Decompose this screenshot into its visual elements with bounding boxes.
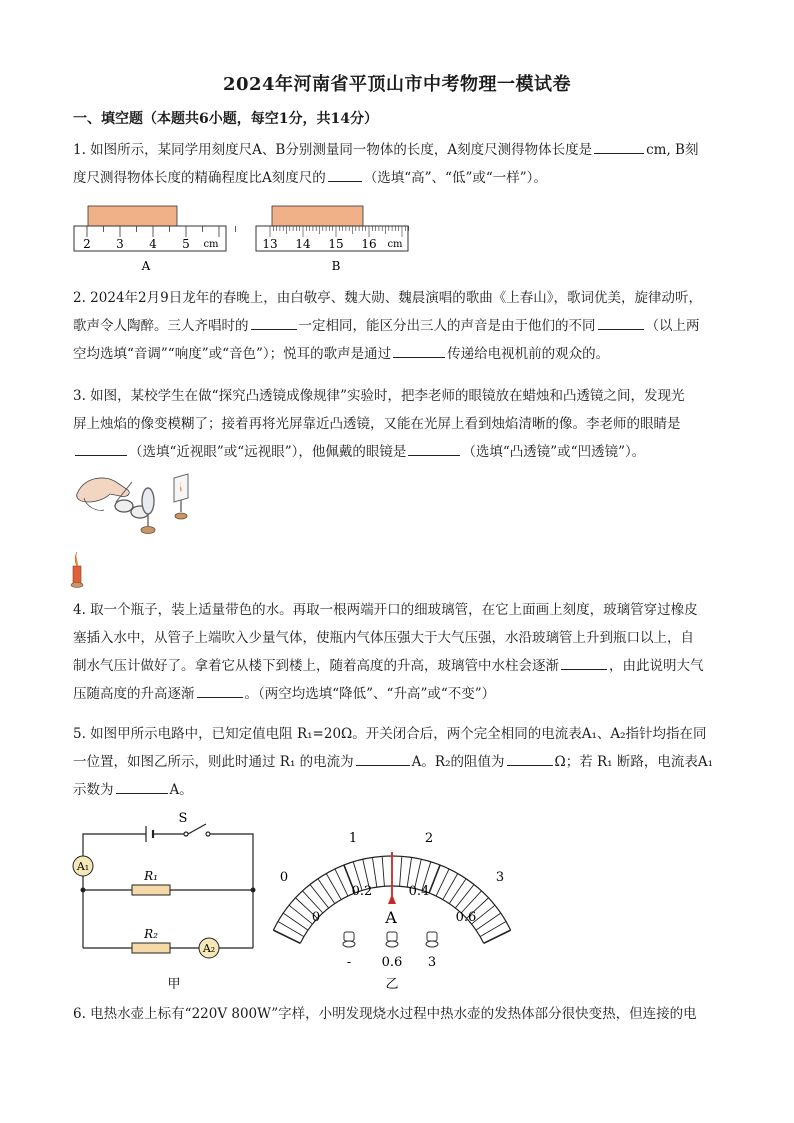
dial-tick <box>318 879 335 904</box>
q4-text: ，由此说明大气 <box>609 658 704 674</box>
circuit-diagram <box>66 810 276 990</box>
terminal-label: - <box>346 955 352 970</box>
ruler-a-unit: cm <box>203 239 219 250</box>
switch-blade <box>188 824 206 834</box>
ruler-b-unit: cm <box>387 239 403 250</box>
q2-text: 一定相同，能区分出三人的声音是由于他们的不同 <box>298 318 596 334</box>
q2-text: 歌声令人陶醉。三人齐唱时的 <box>73 318 249 334</box>
q5-text: A。R₂的阻值为 <box>411 754 505 770</box>
junction-node <box>81 888 86 893</box>
q4-text: 压随高度的升高逐渐 <box>73 686 195 702</box>
switch-label: S <box>178 811 188 826</box>
dial-bottom-label: 0.4 <box>408 884 430 899</box>
question-1 <box>73 136 733 192</box>
answer-blank[interactable] <box>598 315 644 330</box>
q3-text: 3. 如图，某校学生在做“探究凸透镜成像规律”实验时，把李老师的眼镜放在蜡烛和凸透镜之间，发现光 <box>73 388 685 404</box>
answer-blank[interactable] <box>116 779 168 794</box>
dial-top-label: 1 <box>348 831 358 846</box>
question-2 <box>73 284 733 368</box>
question-6 <box>73 1000 733 1028</box>
section-title: 一、填空题（本题共6小题，每空1分，共14分） <box>73 111 378 127</box>
ruler-a-tick-label: 5 <box>182 237 190 251</box>
q3-text: （选填“近视眼”或“远视眼”），他佩戴的眼镜是 <box>129 444 407 460</box>
q2-text: 空均选填“音调”“响度”或“音色”）；悦耳的歌声是通过 <box>73 346 392 362</box>
answer-blank[interactable] <box>594 139 644 154</box>
measured-object <box>272 206 363 226</box>
measured-object <box>88 206 177 226</box>
terminal-icon <box>386 932 398 947</box>
q4-text: 塞插入水中，从管子上端吹入少量气体，使瓶内气体压强大于大气压强，水沿玻璃管上升到瓶口以上，自 <box>73 630 694 646</box>
q5-text: 一位置，如图乙所示，则此时通过 R₁ 的电流为 <box>73 754 354 770</box>
terminal-label: 3 <box>427 955 437 970</box>
dial-tick <box>372 857 376 887</box>
dial-tick <box>310 885 329 909</box>
q3-text: （选填“凸透镜”或“凹透镜”）。 <box>462 444 646 460</box>
answer-blank[interactable] <box>408 441 460 456</box>
page-title: 2024年河南省平顶山市中考物理一模试卷 <box>222 74 572 95</box>
dial-top-label: 3 <box>495 870 505 885</box>
q2-text: 2. 2024年2月9日龙年的春晚上，由白敬亭、魏大勋、魏晨演唱的歌曲《上春山》，歌词优美，旋律动听， <box>73 290 702 306</box>
terminal-icon <box>426 932 438 947</box>
ruler-b-tick-label: 15 <box>328 237 344 251</box>
question-5 <box>73 720 733 804</box>
dial-tick <box>455 885 474 909</box>
dial-top-label: 0 <box>279 870 289 885</box>
answer-blank[interactable] <box>251 315 297 330</box>
dial-tick <box>429 865 440 893</box>
q6-text: 6. 电热水壶上标有“220V 800W”字样，小明发现烧水过程中热水壶的发热体部分很快变热，但连接的电 <box>73 1006 697 1022</box>
dial-tick <box>407 857 411 887</box>
ruler-b-tick-label: 13 <box>262 237 278 251</box>
dial-caption: 乙 <box>385 977 399 992</box>
dial-tick <box>382 856 384 886</box>
q4-text: 。（两空均选填“降低”、“升高”或“不变”） <box>244 686 496 702</box>
answer-blank[interactable] <box>561 655 607 670</box>
ruler-a-tick-label: 4 <box>149 237 157 251</box>
candle-icon <box>71 552 83 588</box>
answer-blank[interactable] <box>356 751 410 766</box>
dial-tick <box>476 913 501 930</box>
ruler-b <box>256 206 409 273</box>
ammeter-needle-tip <box>388 894 396 904</box>
q4-text: 制水气压计做好了。拿着它从楼下到楼上，随着高度的升高，玻璃管中水柱会逐渐 <box>73 658 559 674</box>
dial-tick <box>283 913 308 930</box>
ruler-b-tick-label: 14 <box>295 237 311 251</box>
ammeter-a2-label: A₂ <box>202 942 216 955</box>
ruler-a-tick-label: 3 <box>116 237 124 251</box>
dial-bottom-label: 0.2 <box>351 884 373 899</box>
q1-text: 度尺测得物体长度的精确程度比A刻度尺的 <box>73 170 326 186</box>
q1-text: cm, B刻 <box>646 142 699 158</box>
q5-text: Ω；若 R₁ 断路，电流表A₁ <box>554 754 714 770</box>
ruler-b-tick-label: 16 <box>361 237 377 251</box>
circuit-caption: 甲 <box>167 977 181 990</box>
question-3 <box>73 382 733 466</box>
q5-text: 示数为 <box>73 782 114 798</box>
dial-tick <box>289 905 312 924</box>
terminal-icon <box>343 932 355 947</box>
dial-top-label: 2 <box>424 831 434 846</box>
answer-blank[interactable] <box>197 683 243 698</box>
answer-blank[interactable] <box>393 343 445 358</box>
hand-icon <box>77 478 130 502</box>
q2-text: （以上两 <box>645 318 700 334</box>
q1-text: （选填“高”、“低”或“一样”）。 <box>363 170 547 186</box>
q1-text: 1. 如图所示，某同学用刻度尺A、B分别测量同一物体的长度，A刻度尺测得物体长度是 <box>73 142 593 158</box>
dial-tick <box>449 879 466 904</box>
q4-text: 4. 取一个瓶子，装上适量带色的水。再取一根两端开口的细玻璃管，在它上面画上刻度，玻璃管穿过橡皮 <box>73 602 698 618</box>
optics-experiment-figure <box>70 468 220 588</box>
resistor-r2-label: R₂ <box>144 927 158 941</box>
ammeter-dial-figure <box>270 818 520 993</box>
junction-node <box>251 888 256 893</box>
answer-blank[interactable] <box>507 751 553 766</box>
resistor-r1-label: R₁ <box>144 869 158 883</box>
dial-unit: A <box>385 908 397 927</box>
ammeter-a1-label: A₁ <box>76 860 90 873</box>
q3-text: 屏上烛焰的像变模糊了；接着再将光屏靠近凸透镜，又能在光屏上看到烛焰清晰的像。李老师的眼睛是 <box>73 416 681 432</box>
dial-bottom-label: 0 <box>311 910 321 925</box>
light-screen-icon <box>174 474 188 519</box>
resistor-r2 <box>132 943 170 953</box>
dial-bottom-label: 0.6 <box>455 910 477 925</box>
q2-text: 传递给电视机前的观众的。 <box>447 346 610 362</box>
q5-text: 5. 如图甲所示电路中，已知定值电阻 R₁=20Ω。开关闭合后，两个完全相同的电流表A₁、A₂指针均指在同 <box>73 726 707 742</box>
ruler-figure <box>70 198 420 278</box>
dial-tick <box>400 856 402 886</box>
ruler-b-caption: B <box>331 259 341 273</box>
q5-text: A。 <box>169 782 193 798</box>
resistor-r1 <box>132 885 170 895</box>
answer-blank[interactable] <box>75 441 127 456</box>
ruler-a-tick-label: 2 <box>83 237 91 251</box>
ruler-a-caption: A <box>141 259 151 273</box>
question-4 <box>73 596 733 708</box>
ruler-a <box>74 206 236 273</box>
answer-blank[interactable] <box>328 167 362 182</box>
terminal-label: 0.6 <box>381 955 403 970</box>
